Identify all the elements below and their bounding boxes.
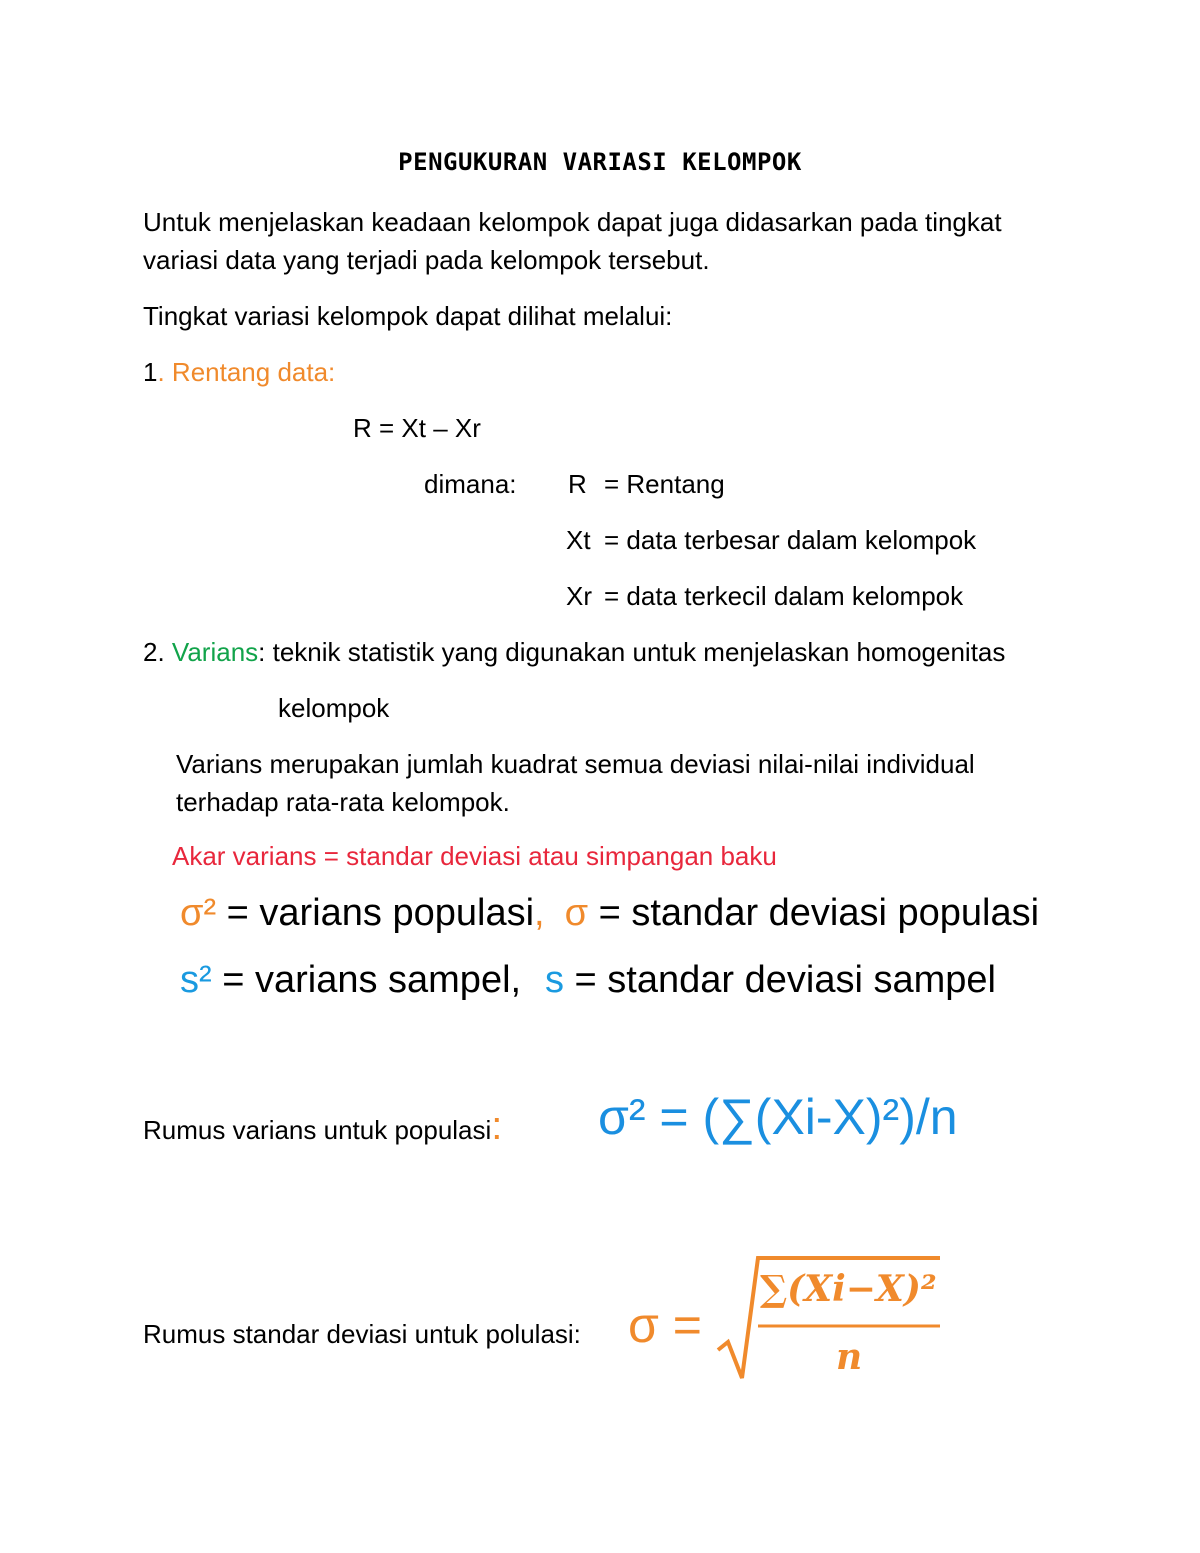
sd-formula-denominator: n [836, 1336, 863, 1378]
varians-def-line-2: terhadap rata-rata kelompok. [176, 787, 510, 817]
sd-formula-numerator: ∑(Xi−X)² [760, 1268, 937, 1310]
intro-line-1: Untuk menjelaskan keadaan kelompok dapat juga didasarkan pada tingkat [143, 207, 1002, 237]
item-2-label: Varians [171, 637, 259, 667]
sigma-symbol: σ [564, 892, 589, 934]
where-label: dimana: [424, 469, 517, 499]
item-1-heading [143, 354, 335, 390]
sample-variance-text: = varians sampel, [211, 959, 522, 1001]
def-r-text: = Rentang [604, 469, 725, 499]
lead-text: Tingkat variasi kelompok dapat dilihat melalui: [143, 301, 673, 331]
variance-formula-label-text: Rumus varians untuk populasi [143, 1115, 492, 1145]
range-formula: R = Xt – Xr [353, 413, 481, 443]
sample-sd-line [545, 957, 996, 1003]
population-sd-text: = standar deviasi populasi [588, 892, 1040, 934]
item-2-number: 2. [143, 637, 172, 667]
item-2-desc: : teknik statistik yang digunakan untuk menjelaskan homogenitas [258, 637, 1006, 667]
s-squared-symbol: s² [180, 959, 212, 1001]
intro-line-2: variasi data yang terjadi pada kelompok tersebut. [143, 245, 710, 275]
def-xr-text: = data terkecil dalam kelompok [604, 581, 964, 611]
s-symbol: s [545, 959, 564, 1001]
item-1-number: 1 [143, 357, 158, 387]
population-comma: , [534, 892, 545, 934]
sample-variance-line [180, 957, 521, 1003]
sd-formula-label: Rumus standar deviasi untuk polulasi: [143, 1319, 581, 1349]
variance-formula-colon: : [491, 1104, 503, 1148]
sigma-squared-symbol: σ² [180, 892, 217, 934]
population-symbols-line [180, 890, 1039, 936]
def-r-symbol: R [568, 469, 587, 499]
item-2-heading [143, 634, 1005, 670]
def-xt-text: = data terbesar dalam kelompok [604, 525, 977, 555]
item-2-desc-cont: kelompok [278, 693, 390, 723]
def-xt-symbol: Xt [566, 525, 591, 555]
akar-varians-note: Akar varians = standar deviasi atau simpangan baku [172, 841, 777, 871]
population-variance-text: = varians populasi [216, 892, 535, 934]
varians-def-line-1: Varians merupakan jumlah kuadrat semua deviasi nilai-nilai individual [176, 749, 975, 779]
def-xr-symbol: Xr [566, 581, 592, 611]
variance-formula: σ² = (∑(Xi-X)²)/n [598, 1089, 958, 1145]
variance-formula-label [143, 1104, 503, 1148]
sample-sd-text: = standar deviasi sampel [564, 959, 996, 1001]
item-1-label: . Rentang data: [157, 357, 336, 387]
sd-formula-lhs: σ = [628, 1297, 702, 1353]
page-title: PENGUKURAN VARIASI KELOMPOK [398, 148, 802, 176]
